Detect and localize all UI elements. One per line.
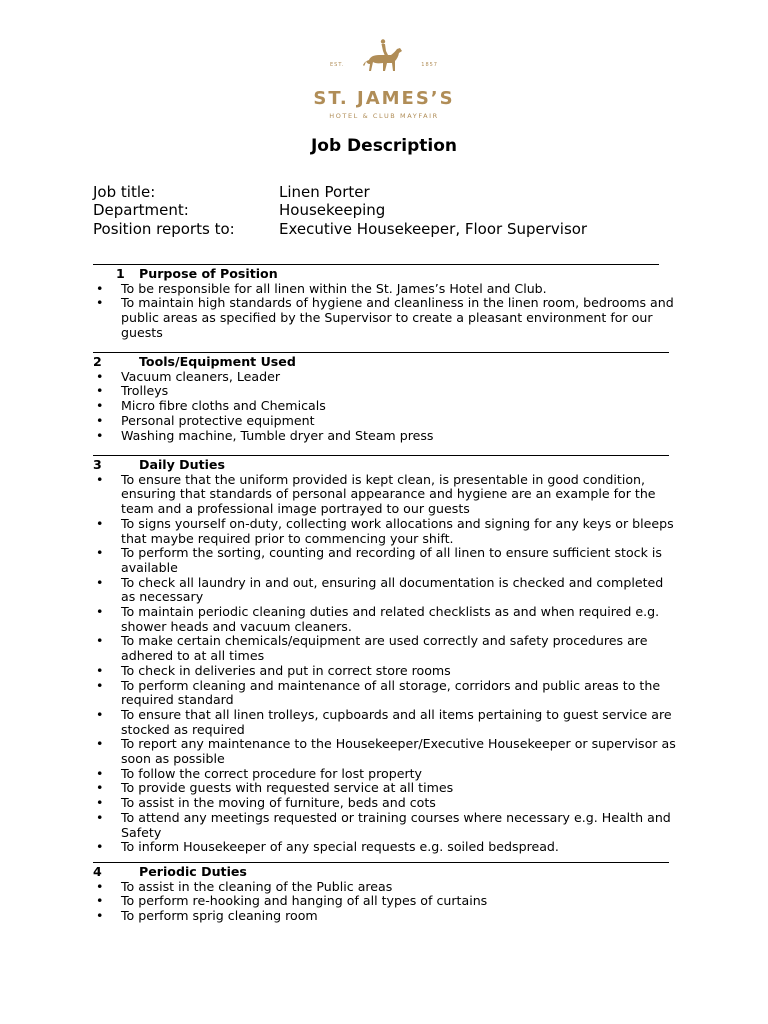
info-row-job-title	[93, 183, 587, 201]
list-item: • Micro fibre cloths and Chemicals	[93, 399, 681, 414]
logo-est-label: EST.	[330, 62, 345, 68]
info-row-reports-to	[93, 220, 587, 238]
info-row-department	[93, 201, 587, 219]
list-item: • To perform re-hooking and hanging of all types of curtains	[93, 894, 681, 909]
divider	[93, 264, 659, 265]
list-item: • To perform cleaning and maintenance of all storage, corridors and public areas to the required standard	[93, 679, 681, 708]
list-item: • To maintain high standards of hygiene and cleanliness in the linen room, bedrooms and public areas as specified by the Supervisor to create a pleasant environment for our guests	[93, 296, 681, 340]
list-item: • To assist in the cleaning of the Public areas	[93, 880, 681, 895]
info-label: Department:	[93, 201, 189, 220]
list-item: • To make certain chemicals/equipment are used correctly and safety procedures are adhered to at all times	[93, 634, 681, 663]
bullet-list	[93, 880, 693, 924]
logo-year-label: 1857	[421, 62, 438, 68]
info-label: Position reports to:	[93, 219, 235, 238]
bullet-list	[93, 282, 693, 341]
list-item: • To attend any meetings requested or training courses where necessary e.g. Health and Safety	[93, 811, 681, 840]
section-number: 4	[93, 864, 102, 879]
list-item: • To ensure that all linen trolleys, cupboards and all items pertaining to guest service are stocked as required	[93, 708, 681, 737]
list-item: • Trolleys	[93, 384, 681, 399]
list-item: • Personal protective equipment	[93, 414, 681, 429]
info-value: Housekeeping	[279, 201, 386, 220]
section-daily-duties	[93, 458, 693, 855]
list-item: • To assist in the moving of furniture, beds and cots	[93, 796, 681, 811]
bullet-list	[93, 473, 693, 855]
list-item: • Washing machine, Tumble dryer and Steam press	[93, 429, 681, 444]
section-title: Daily Duties	[139, 457, 225, 472]
info-value: Linen Porter	[279, 183, 370, 201]
list-item: • To report any maintenance to the Housekeeper/Executive Housekeeper or supervisor as soon as possible	[93, 737, 681, 766]
section-number: 1	[116, 266, 125, 281]
bullet-list	[93, 370, 693, 444]
section-number: 3	[93, 457, 102, 472]
horse-rider-icon	[361, 38, 407, 82]
section-heading	[93, 267, 693, 282]
section-heading	[93, 355, 693, 370]
list-item: • To ensure that the uniform provided is kept clean, is presentable in good condition, ensuring that standards of personal appearance and hygiene are an example for the team and a professional image portrayed to our guests	[93, 473, 681, 517]
section-number: 2	[93, 354, 102, 369]
list-item: • To provide guests with requested service at all times	[93, 781, 681, 796]
section-periodic-duties	[93, 865, 693, 924]
list-item: • To signs yourself on-duty, collecting work allocations and signing for any keys or bleeps that maybe required prior to commencing your shift.	[93, 517, 681, 546]
logo-tagline: HOTEL & CLUB MAYFAIR	[329, 112, 439, 120]
list-item: • To inform Housekeeper of any special requests e.g. soiled bedspread.	[93, 840, 681, 855]
hotel-logo	[0, 38, 768, 120]
info-value: Executive Housekeeper, Floor Supervisor	[279, 219, 588, 238]
section-heading	[93, 865, 693, 880]
divider	[93, 455, 669, 456]
section-title: Periodic Duties	[139, 864, 247, 879]
list-item: • To maintain periodic cleaning duties and related checklists as and when required e.g. shower heads and vacuum cleaners.	[93, 605, 681, 634]
list-item: • To perform sprig cleaning room	[93, 909, 681, 924]
section-tools	[93, 355, 693, 443]
divider	[93, 862, 669, 863]
document-title: Job Description	[310, 136, 458, 156]
logo-emblem	[324, 38, 444, 84]
logo-name: ST. JAMES’S	[313, 88, 455, 109]
list-item: • To check all laundry in and out, ensuring all documentation is checked and completed as necessary	[93, 576, 681, 605]
section-purpose	[93, 267, 693, 341]
section-title: Purpose of Position	[139, 266, 278, 281]
job-info	[93, 183, 587, 238]
list-item: • To check in deliveries and put in correct store rooms	[93, 664, 681, 679]
section-title: Tools/Equipment Used	[139, 354, 296, 369]
divider	[93, 352, 669, 353]
list-item: • To perform the sorting, counting and recording of all linen to ensure sufficient stock is available	[93, 546, 681, 575]
list-item: • To be responsible for all linen within the St. James’s Hotel and Club.	[93, 282, 681, 297]
info-label: Job title:	[93, 183, 156, 201]
list-item: • Vacuum cleaners, Leader	[93, 370, 681, 385]
section-heading	[93, 458, 693, 473]
list-item: • To follow the correct procedure for lost property	[93, 767, 681, 782]
